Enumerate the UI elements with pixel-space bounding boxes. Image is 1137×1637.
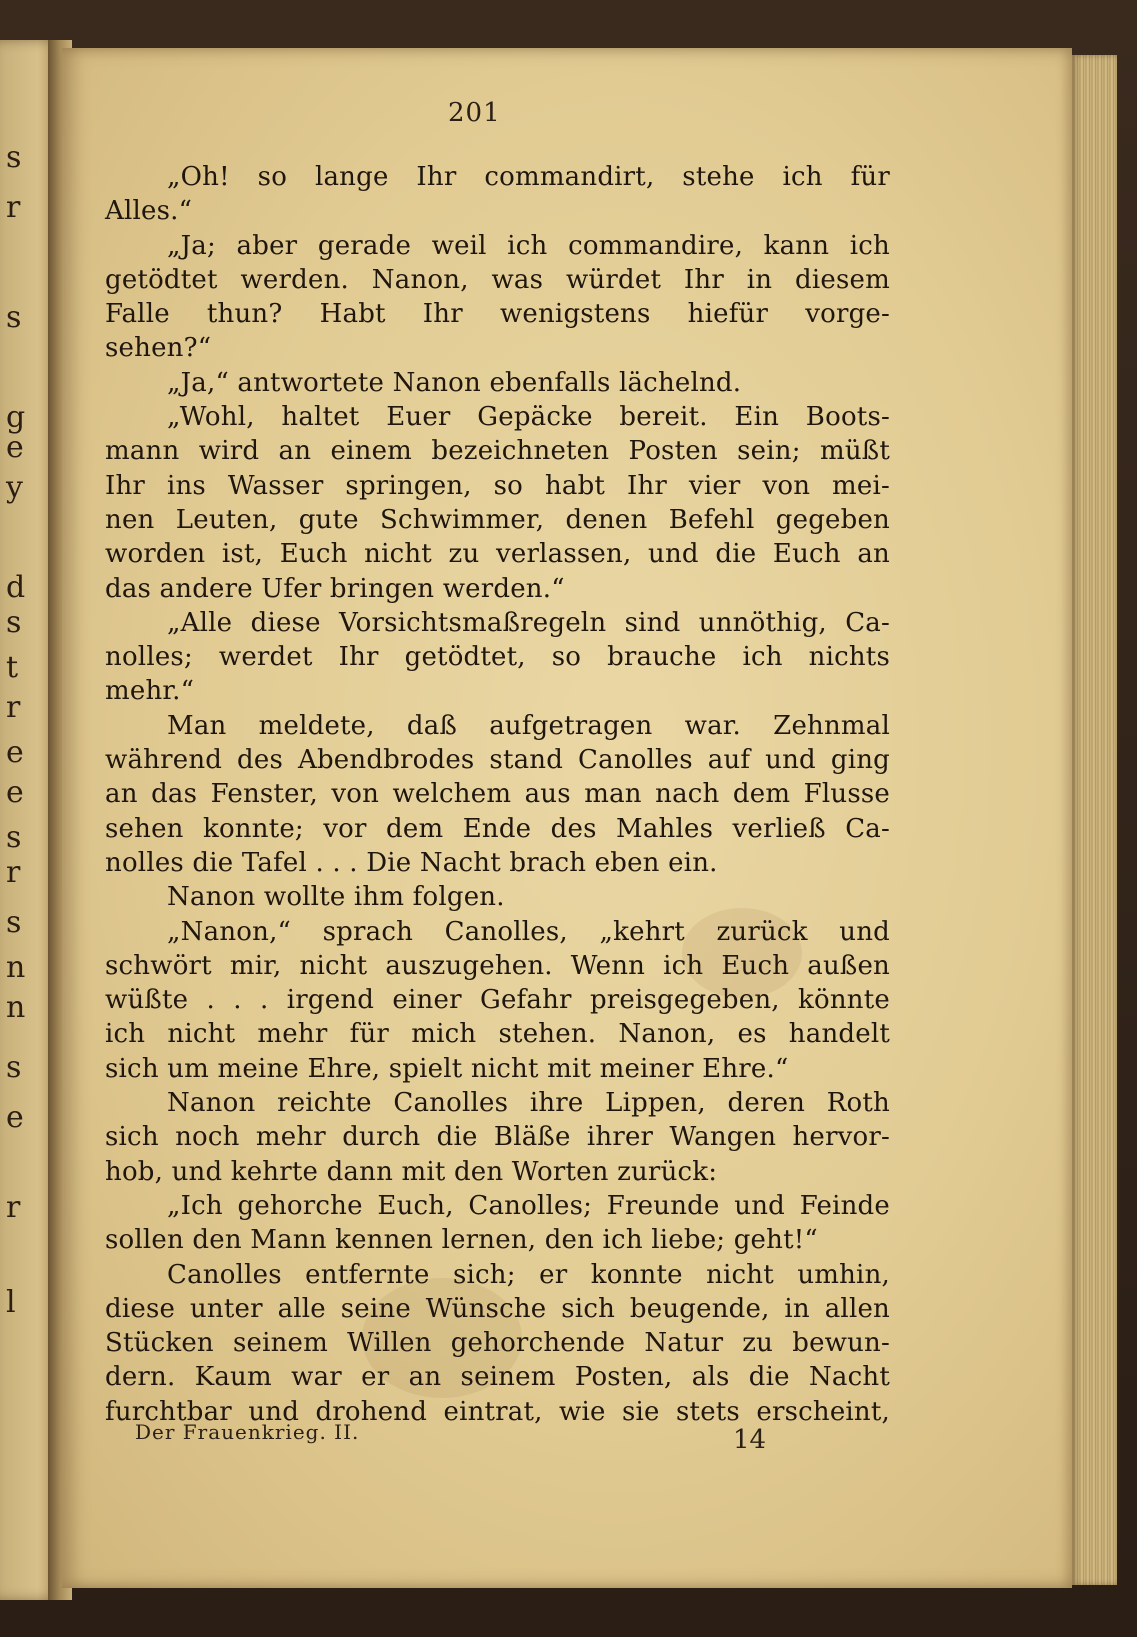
facing-page-letter: n [6,990,26,1025]
text-line: Stücken seinem Willen gehorchende Natur zu bewun- [105,1328,890,1359]
facing-page-letter: e [6,1100,24,1135]
facing-page-letter: r [6,855,21,890]
facing-page-letter: s [6,905,22,940]
facing-page-letter: e [6,735,24,770]
text-line: schwört mir, nicht auszugehen. Wenn ich Euch außen [105,950,890,981]
text-line: dern. Kaum war er an seinem Posten, als die Nacht [105,1362,890,1393]
facing-page-letter: s [6,820,22,855]
page-number: 201 [448,98,501,128]
text-line: „Ich gehorche Euch, Canolles; Freunde und Feinde [167,1190,890,1221]
text-line: das andere Ufer bringen werden.“ [105,573,565,604]
facing-page-letter: r [6,690,21,725]
text-line: nolles; werdet Ihr getödtet, so brauche ich nichts [105,642,890,673]
text-line: Nanon reichte Canolles ihre Lippen, deren Roth [167,1088,890,1119]
facing-page-letter: s [6,1050,22,1085]
text-line: „Wohl, haltet Euer Gepäcke bereit. Ein Boots- [167,402,890,433]
text-line: worden ist, Euch nicht zu verlassen, und die Euch an [105,539,890,570]
facing-page-letter: d [6,570,26,605]
text-line: sehen konnte; vor dem Ende des Mahles verließ Ca- [105,813,890,844]
facing-page-letter: s [6,300,22,335]
page-edges [1072,55,1117,1585]
text-line: „Ja; aber gerade weil ich commandire, kann ich [167,230,890,261]
text-line: mehr.“ [105,676,195,707]
text-line: nen Leuten, gute Schwimmer, denen Befehl gegeben [105,504,890,535]
signature-title: Der Frauenkrieg. II. [135,1420,360,1444]
text-line: Alles.“ [105,196,193,227]
signature-mark: 14 [733,1425,767,1455]
facing-page-letter: g [6,400,26,435]
text-line: Nanon wollte ihm folgen. [167,882,505,913]
text-line: sollen den Mann kennen lernen, den ich liebe; geht!“ [105,1225,818,1256]
facing-page-letter: e [6,430,24,465]
text-line: „Nanon,“ sprach Canolles, „kehrt zurück und [167,916,890,947]
facing-page-letter: s [6,140,22,175]
body-text [105,160,890,1429]
text-line: getödtet werden. Nanon, was würdet Ihr in diesem [105,264,890,295]
text-line: „Oh! so lange Ihr commandirt, stehe ich für [167,162,890,192]
text-line: Man meldete, daß aufgetragen war. Zehnmal [167,710,890,741]
text-line: Ihr ins Wasser springen, so habt Ihr vier von mei- [105,470,890,501]
text-line: Canolles entfernte sich; er konnte nicht umhin, [167,1259,890,1290]
text-line: sich noch mehr durch die Bläße ihrer Wangen hervor- [105,1122,890,1153]
text-line: hob, und kehrte dann mit den Worten zurück: [105,1156,718,1187]
facing-page-letter: n [6,950,26,985]
facing-page-letter: l [6,1285,16,1320]
text-line: mann wird an einem bezeichneten Posten sein; müßt [105,436,890,467]
facing-page-letter: r [6,1190,21,1225]
facing-page-letter: r [6,190,21,225]
facing-page-letter: t [6,650,19,685]
text-line: sehen?“ [105,333,212,364]
text-line: wüßte . . . irgend einer Gefahr preisgegeben, könnte [105,985,890,1016]
text-line: an das Fenster, von welchem aus man nach dem Flusse [105,779,890,810]
text-line: während des Abendbrodes stand Canolles auf und ging [105,745,890,776]
text-line: ich nicht mehr für mich stehen. Nanon, es handelt [105,1019,890,1050]
text-line: furchtbar und drohend eintrat, wie sie stets erscheint, [105,1396,890,1427]
text-line: diese unter alle seine Wünsche sich beugende, in allen [105,1293,890,1324]
text-line: „Alle diese Vorsichtsmaßregeln sind unnöthig, Ca- [167,607,890,638]
text-line: nolles die Tafel . . . Die Nacht brach eben ein. [105,847,718,878]
facing-page-letter: s [6,605,22,640]
text-line: Falle thun? Habt Ihr wenigstens hiefür vorge- [105,299,890,330]
text-line: „Ja,“ antwortete Nanon ebenfalls lächelnd. [167,367,742,398]
text-line: sich um meine Ehre, spielt nicht mit meiner Ehre.“ [105,1053,789,1084]
facing-page-letter: e [6,775,24,810]
facing-page-letter: y [6,470,23,505]
